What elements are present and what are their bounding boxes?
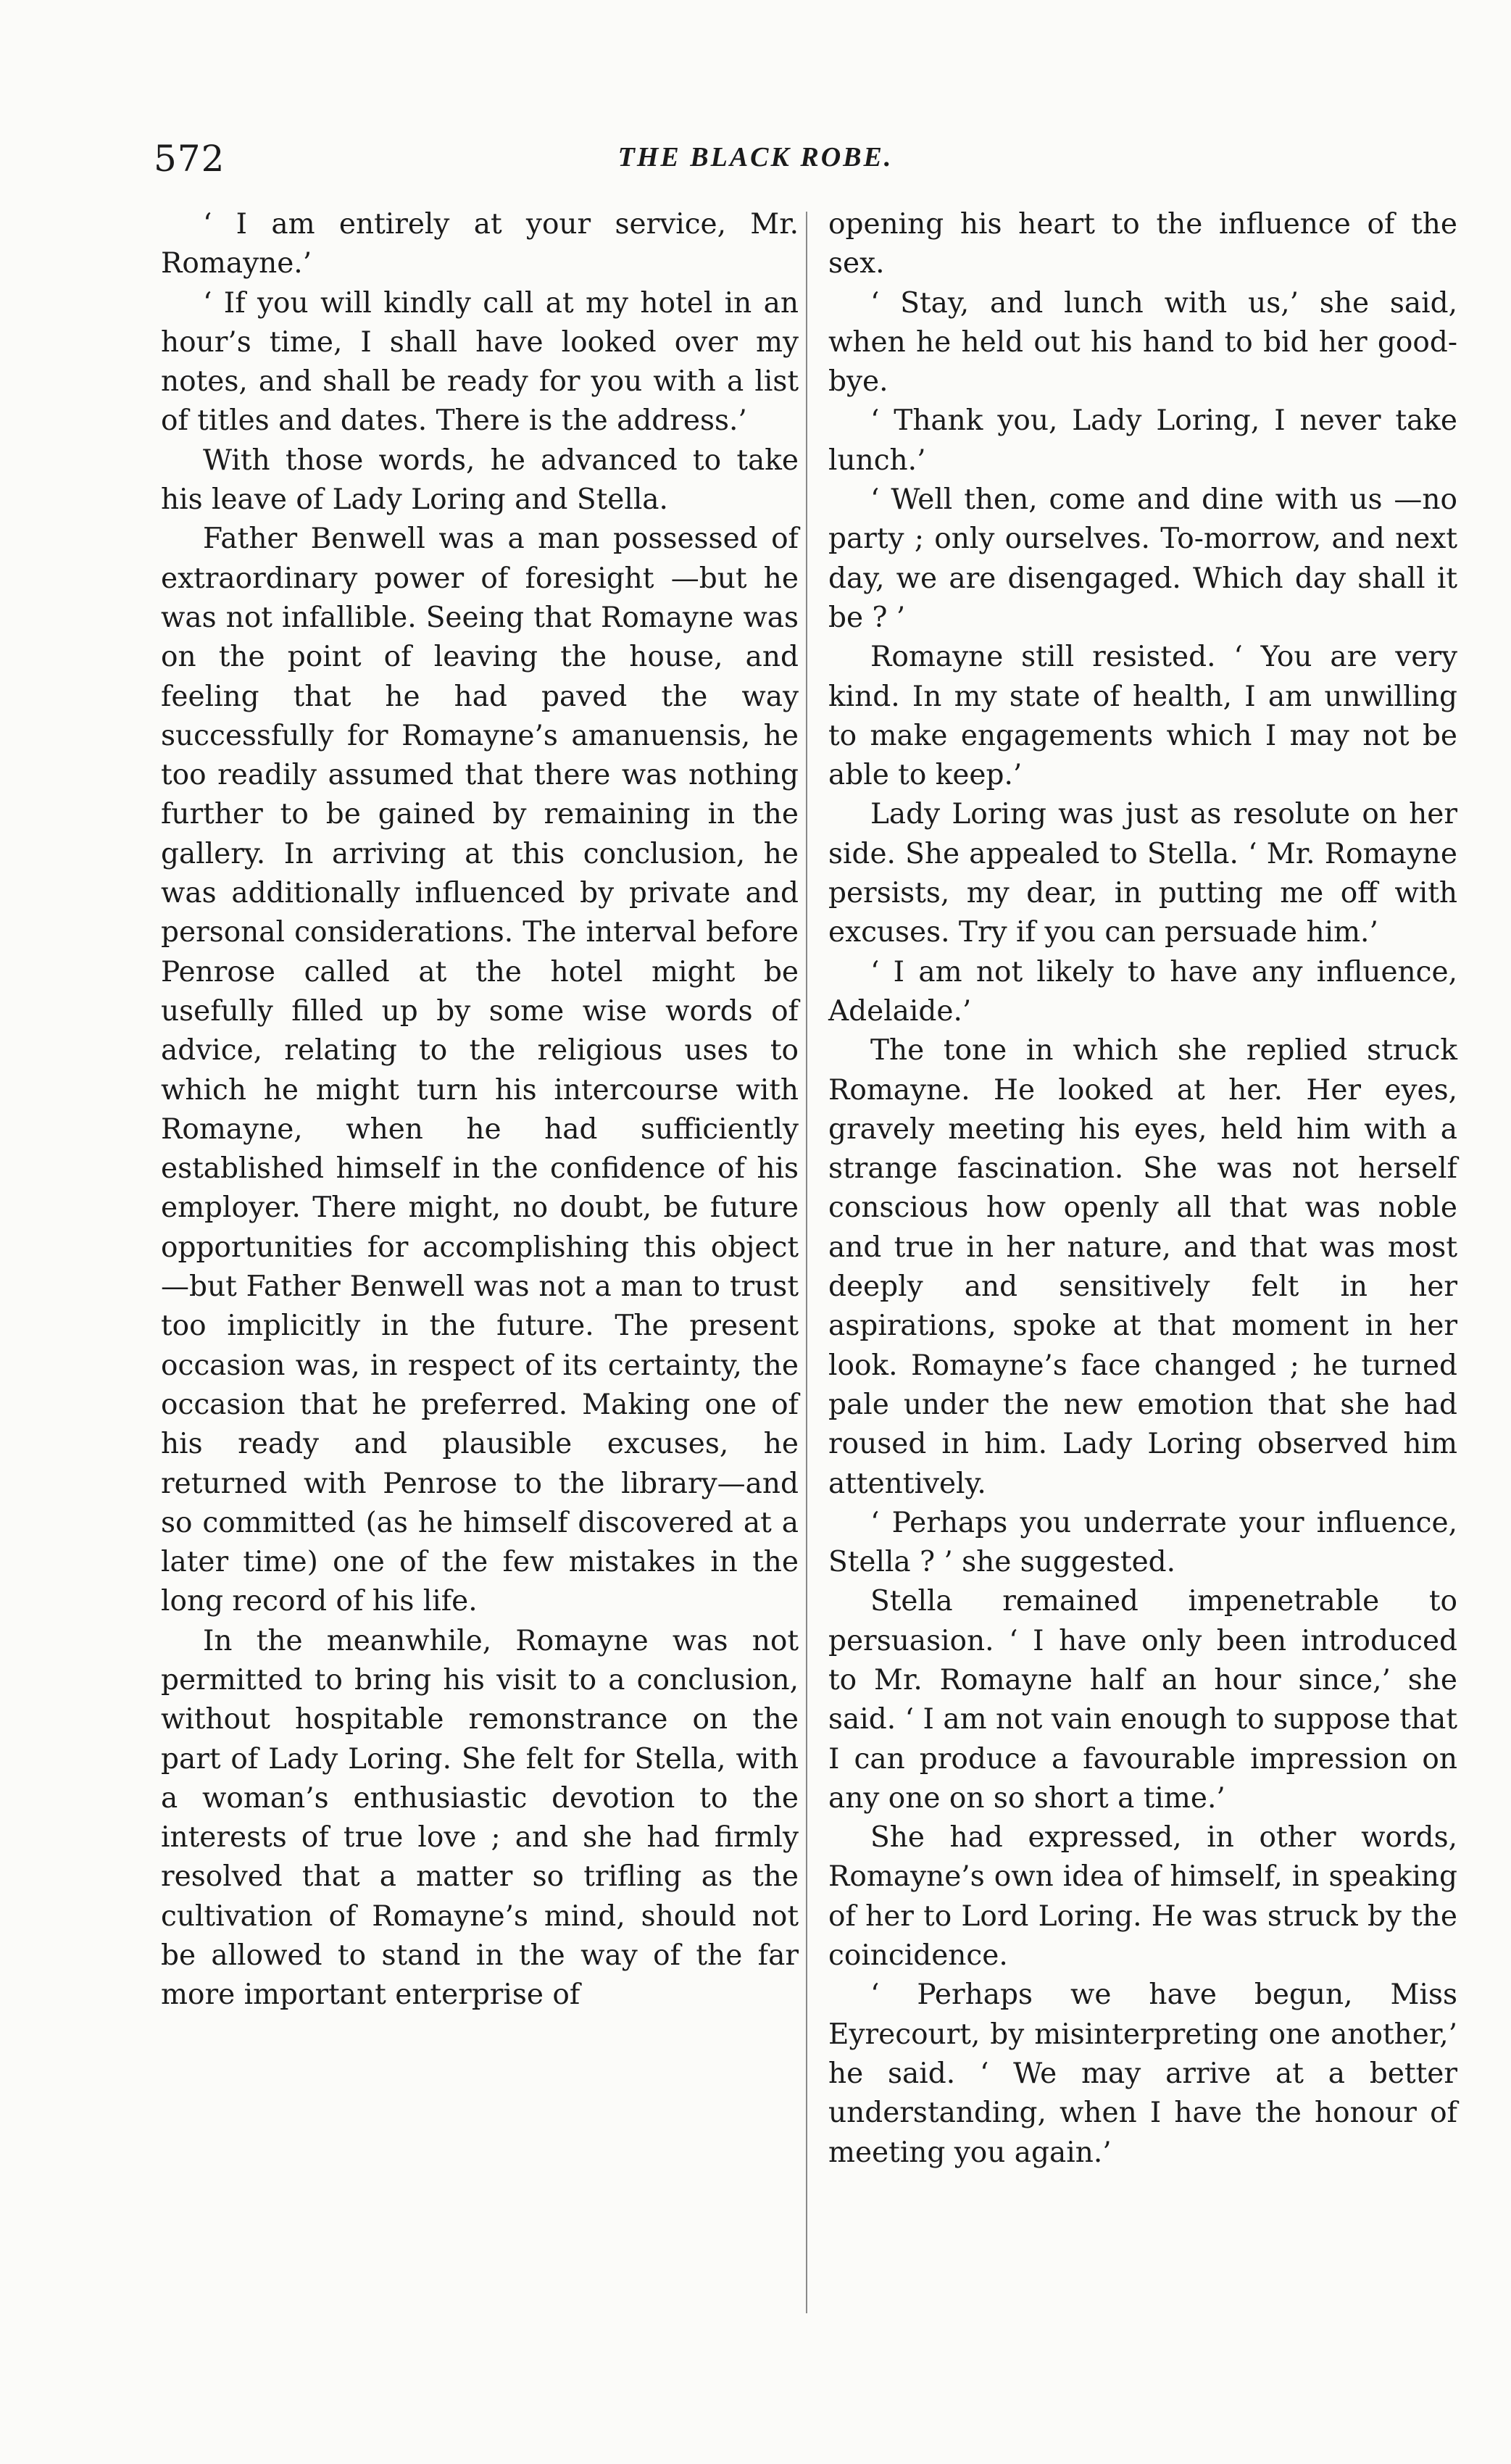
- paragraph: ‘ Perhaps we have begun, Miss Eyrecourt, by misinterpreting one another,’ he said. ‘ We may arrive at a better understanding, when I have the honour of meeting you again.’: [828, 1978, 1457, 2169]
- paragraph: She had expressed, in other words, Romayne’s own idea of himself, in speaking of her to Lord Loring. He was struck by the coincidence.: [828, 1821, 1457, 1973]
- paragraph: With those words, he advanced to take his leave of Lady Loring and Stella.: [161, 444, 799, 517]
- paragraph: ‘ If you will kindly call at my hotel in an hour’s time, I shall have looked over my notes, and shall be ready for you with a list of titles and dates. There is the address.’: [161, 286, 799, 438]
- paragraph: ‘ Perhaps you underrate your influence, Stella ? ’ she suggested.: [828, 1506, 1457, 1579]
- paragraph: Romayne still resisted. ‘ You are very kind. In my state of health, I am unwilling to make engagements which I may not be able to keep.’: [828, 641, 1457, 792]
- right-column: [828, 205, 1457, 2173]
- paragraph: ‘ Well then, come and dine with us —no party ; only ourselves. To-morrow, and next day, we are disengaged. Which day shall it be ? ’: [828, 483, 1457, 634]
- paragraph: Father Benwell was a man possessed of extraordinary power of foresight —but he was not infallible. Seeing that Romayne was on the point of leaving the house, and feeling that he had paved the way successfully for Romayne’s amanuensis, he too readily assumed that there was nothing further to be gained by remaining in the gallery. In arriving at this conclusion, he was additionally influenced by private and personal considerations. The interval before Penrose called at the hotel might be usefully filled up by some wise words of advice, relating to the religious uses to which he might turn his intercourse with Romayne, when he had sufficiently established himself in the confidence of his employer. There might, no doubt, be future opportunities for accomplishing this object—but Father Benwell was not a man to trust too implicitly in the future. The present occasion was, in respect of its certainty, the occasion that he preferred. Making one of his ready and plausible excuses, he returned with Penrose to the library—and so committed (as he himself discovered at a later time) one of the few mistakes in the long record of his life.: [161, 523, 799, 1618]
- paragraph: Stella remained impenetrable to persuasion. ‘ I have only been introduced to Mr. Romayne half an hour since,’ she said. ‘ I am not vain enough to suppose that I can produce a favourable impression on any one on so short a time.’: [828, 1585, 1457, 1815]
- paragraph: ‘ Thank you, Lady Loring, I never take lunch.’: [828, 404, 1457, 477]
- paragraph: The tone in which she replied struck Romayne. He looked at her. Her eyes, gravely meeting his eyes, held him with a strange fascination. She was not herself conscious how openly all that was noble and true in her nature, and that was most deeply and sensitively felt in her aspirations, spoke at that moment in her look. Romayne’s face changed ; he turned pale under the new emotion that she had roused in him. Lady Loring observed him attentively.: [828, 1034, 1457, 1500]
- paragraph-continuation: opening his heart to the influence of the sex.: [828, 208, 1457, 280]
- paragraph: ‘ I am not likely to have any influence, Adelaide.’: [828, 955, 1457, 1028]
- paragraph: ‘ Stay, and lunch with us,’ she said, when he held out his hand to bid her good-bye.: [828, 286, 1457, 399]
- paragraph: In the meanwhile, Romayne was not permitted to bring his visit to a conclusion, without hospitable remonstrance on the part of Lady Loring. She felt for Stella, with a woman’s enthusiastic devotion to the interests of true love ; and she had firmly resolved that a matter so trifling as the cultivation of Romayne’s mind, should not be allowed to stand in the way of the far more important enterprise of: [161, 1624, 799, 2012]
- left-column: [161, 205, 799, 2015]
- page-number: 572: [154, 138, 225, 180]
- paragraph: Lady Loring was just as resolute on her side. She appealed to Stella. ‘ Mr. Romayne persists, my dear, in putting me off with excuses. Try if you can persuade him.’: [828, 798, 1457, 949]
- running-title: THE BLACK ROBE.: [617, 142, 894, 172]
- paragraph: ‘ I am entirely at your service, Mr. Romayne.’: [161, 208, 799, 280]
- column-divider: [806, 212, 807, 2313]
